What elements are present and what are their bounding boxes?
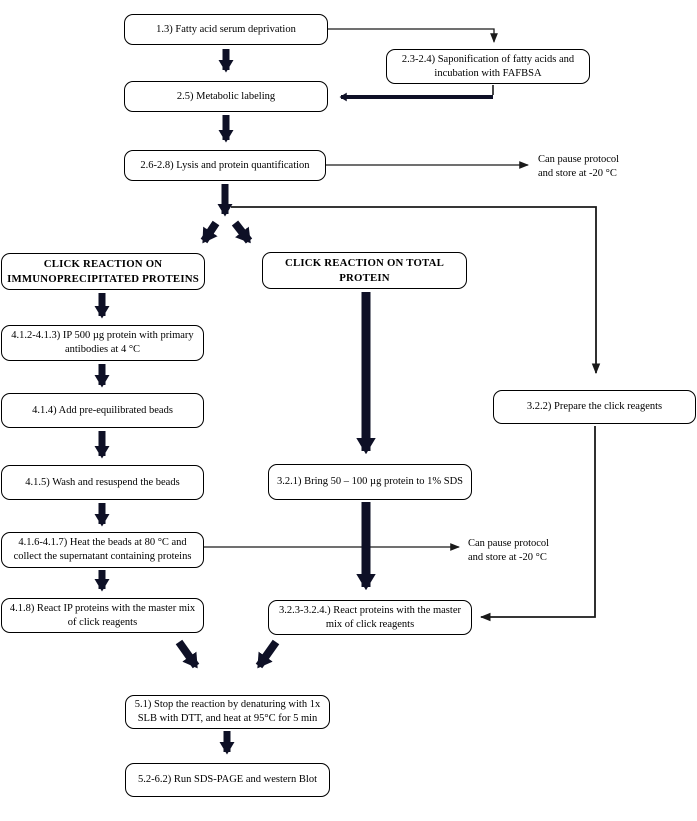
node-step-4-1-6-4-1-7-label: 4.1.6-4.1.7) Heat the beads at 80 °C and collect the supernatant containing proteins xyxy=(13,537,192,562)
node-step-4-1-2-4-1-3-label: 4.1.2-4.1.3) IP 500 µg protein with primary antibodies at 4 °C xyxy=(11,330,194,355)
node-step-2-6-2-8 xyxy=(124,150,326,181)
node-step-5-1 xyxy=(125,695,330,729)
node-branch-ip-header xyxy=(1,253,205,290)
arrow-4-1-8-to-5-1 xyxy=(179,642,196,666)
node-step-1-3-label: 1.3) Fatty acid serum deprivation xyxy=(156,23,296,35)
node-step-2-3-2-4 xyxy=(386,49,590,84)
line-split-to-prepare-reagents xyxy=(231,207,596,373)
arrow-split-right xyxy=(235,223,249,241)
node-branch-ip-header-label: CLICK REACTION ON IMMUNOPRECIPITATED PROTEINS xyxy=(7,258,199,285)
pause-note-mid-label: Can pause protocol and store at -20 °C xyxy=(468,538,550,563)
arrow-1-3-to-saponification xyxy=(328,29,494,42)
pause-note-mid xyxy=(468,537,560,564)
node-step-4-1-5 xyxy=(1,465,204,500)
node-step-3-2-2-label: 3.2.2) Prepare the click reagents xyxy=(526,401,663,413)
node-step-3-2-3-3-2-4 xyxy=(268,600,472,635)
node-step-4-1-2-4-1-3 xyxy=(1,325,204,361)
node-step-3-2-1 xyxy=(268,464,472,500)
node-step-4-1-5-label: 4.1.5) Wash and resuspend the beads xyxy=(25,476,180,488)
node-step-2-6-2-8-label: 2.6-2.8) Lysis and protein quantification xyxy=(140,159,310,171)
line-prepare-reagents-to-react xyxy=(481,426,595,617)
node-branch-total-header xyxy=(262,252,467,289)
node-step-2-3-2-4-label: 2.3-2.4) Saponification of fatty acids and incubation with FAFBSA xyxy=(401,53,575,79)
pause-note-top-label: Can pause protocol and store at -20 °C xyxy=(538,154,620,179)
node-step-3-2-3-3-2-4-label: 3.2.3-3.2.4.) React proteins with the master mix of click reagents xyxy=(279,604,461,630)
node-step-5-2-6-2-label: 5.2-6.2) Run SDS-PAGE and western Blot xyxy=(138,774,317,786)
node-step-4-1-4 xyxy=(1,393,204,428)
node-branch-total-header-label: CLICK REACTION ON TOTAL PROTEIN xyxy=(284,257,445,284)
node-step-2-5-label: 2.5) Metabolic labeling xyxy=(176,90,276,102)
node-step-1-3 xyxy=(124,14,328,45)
node-step-4-1-6-4-1-7 xyxy=(1,532,204,568)
node-step-2-5 xyxy=(124,81,328,112)
arrow-split-left xyxy=(204,223,216,241)
pause-note-top xyxy=(538,153,630,180)
node-step-3-2-2 xyxy=(493,390,696,424)
node-step-4-1-8-label: 4.1.8) React IP proteins with the master mix of click reagents xyxy=(9,602,196,628)
node-step-4-1-4-label: 4.1.4) Add pre-equilibrated beads xyxy=(32,404,173,416)
node-step-4-1-8 xyxy=(1,598,204,633)
arrow-3-2-3-to-5-1 xyxy=(259,642,276,666)
node-step-5-1-label: 5.1) Stop the reaction by denaturing with 1x SLB with DTT, and heat at 95°C for 5 min xyxy=(134,699,321,724)
node-step-3-2-1-label: 3.2.1) Bring 50 – 100 µg protein to 1% SDS xyxy=(276,476,463,488)
node-step-5-2-6-2 xyxy=(125,763,330,797)
